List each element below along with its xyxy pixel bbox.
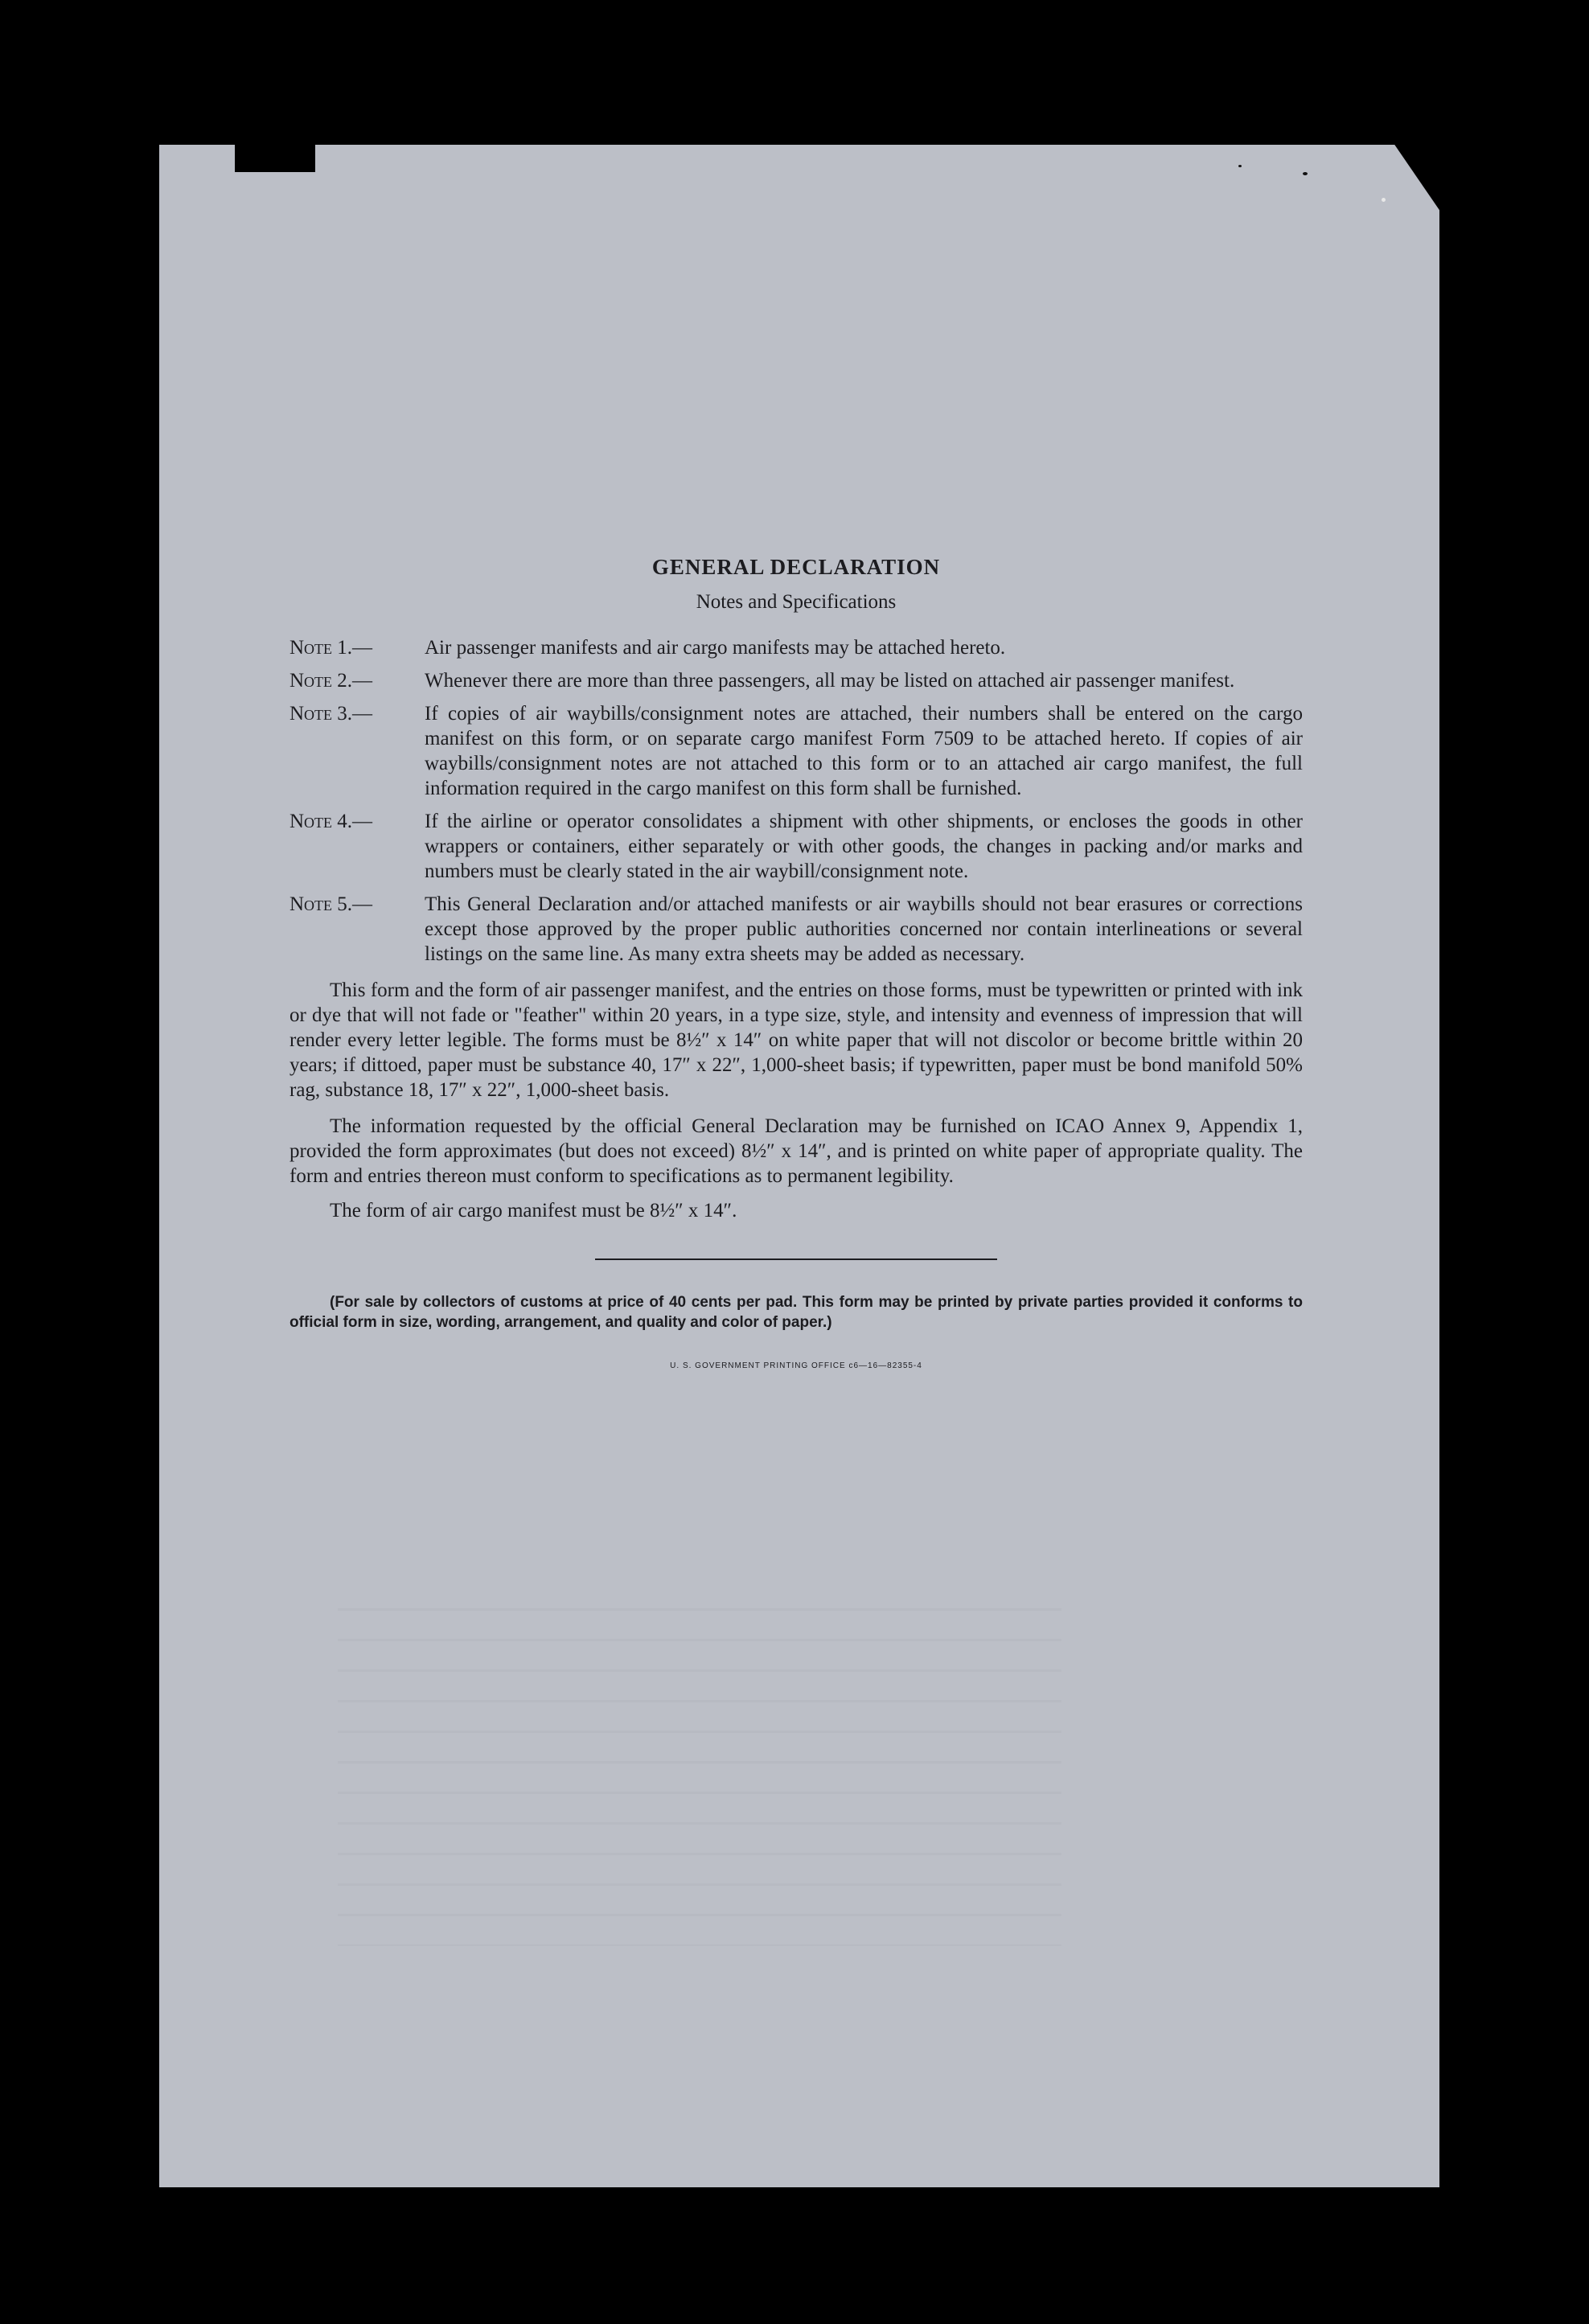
page-subtitle: Notes and Specifications (696, 591, 897, 613)
note-1 (289, 635, 1303, 660)
note-label: Note 5.— (289, 893, 373, 915)
note-5 (289, 892, 1303, 967)
dust-speck (1303, 172, 1308, 175)
divider (595, 1258, 997, 1260)
note-4 (289, 809, 1303, 884)
page-tab-notch (235, 145, 315, 172)
specification-paragraph: This form and the form of air passenger manifest, and the entries on those forms, must be typewritten or printed with ink or dye that will not fade or "feather" within 20 years, in a type size, style, and intensity and evenness of impression that will render every letter legible. The forms must be 8½″ x 14″ on white paper that will not discolor or become brittle within 20 years; if dittoed, paper must be substance 40, 17″ x 22″, 1,000-sheet basis; if typewritten, paper must be bond manifold 50% rag, substance 18, 17″ x 22″, 1,000-sheet basis. (289, 979, 1303, 1101)
note-label: Note 1.— (289, 637, 373, 659)
document-body (289, 555, 1303, 1378)
note-text: If the airline or operator consolidates a shipment with other shipments, or encloses the goods in other wrappers or containers, either separately or with other goods, the changes in packing and/or marks and numbers must be clearly stated in the air waybill/consignment note. (425, 811, 1303, 882)
note-text: This General Declaration and/or attached manifests or air waybills should not bear erasures or corrections except those approved by the proper public authorities concerned nor contain interlineations or several listings on the same line. As many extra sheets may be added as necessary. (425, 893, 1303, 965)
dust-speck (1238, 165, 1242, 167)
sale-notice: (For sale by collectors of customs at price of 40 cents per pad. This form may be printed by private parties provided it conforms to official form in size, wording, arrangement, and quality and color of paper.) (289, 1294, 1303, 1331)
note-text: If copies of air waybills/consignment notes are attached, their numbers shall be entered on the cargo manifest on this form, or on separate cargo manifest Form 7509 to be attached hereto. If copies of air waybills/consignment notes are not attached to this form or to an attached air cargo manifest, the full information required in the cargo manifest on this form shall be furnished. (425, 703, 1303, 799)
note-2 (289, 668, 1303, 693)
bleed-through-area (338, 1608, 1061, 1946)
note-3 (289, 701, 1303, 801)
note-text: Air passenger manifests and air cargo manifests may be attached hereto. (425, 637, 1006, 659)
printer-imprint: U. S. GOVERNMENT PRINTING OFFICE c6—16—82355-4 (670, 1361, 922, 1370)
note-text: Whenever there are more than three passengers, all may be listed on attached air passenger manifest. (425, 670, 1235, 692)
dust-speck (1382, 198, 1386, 202)
page-title: GENERAL DECLARATION (651, 555, 941, 579)
cargo-manifest-size-paragraph: The form of air cargo manifest must be 8½″ x 14″. (330, 1200, 737, 1222)
icao-paragraph: The information requested by the official General Declaration may be furnished on ICAO Annex 9, Appendix 1, provided the form approximates (but does not exceed) 8½″ x 14″, and is printed on white paper of appropriate quality. The form and entries thereon must conform to specifications as to permanent legibility. (289, 1115, 1303, 1187)
note-label: Note 3.— (289, 703, 373, 725)
note-label: Note 2.— (289, 670, 373, 692)
note-label: Note 4.— (289, 811, 373, 832)
